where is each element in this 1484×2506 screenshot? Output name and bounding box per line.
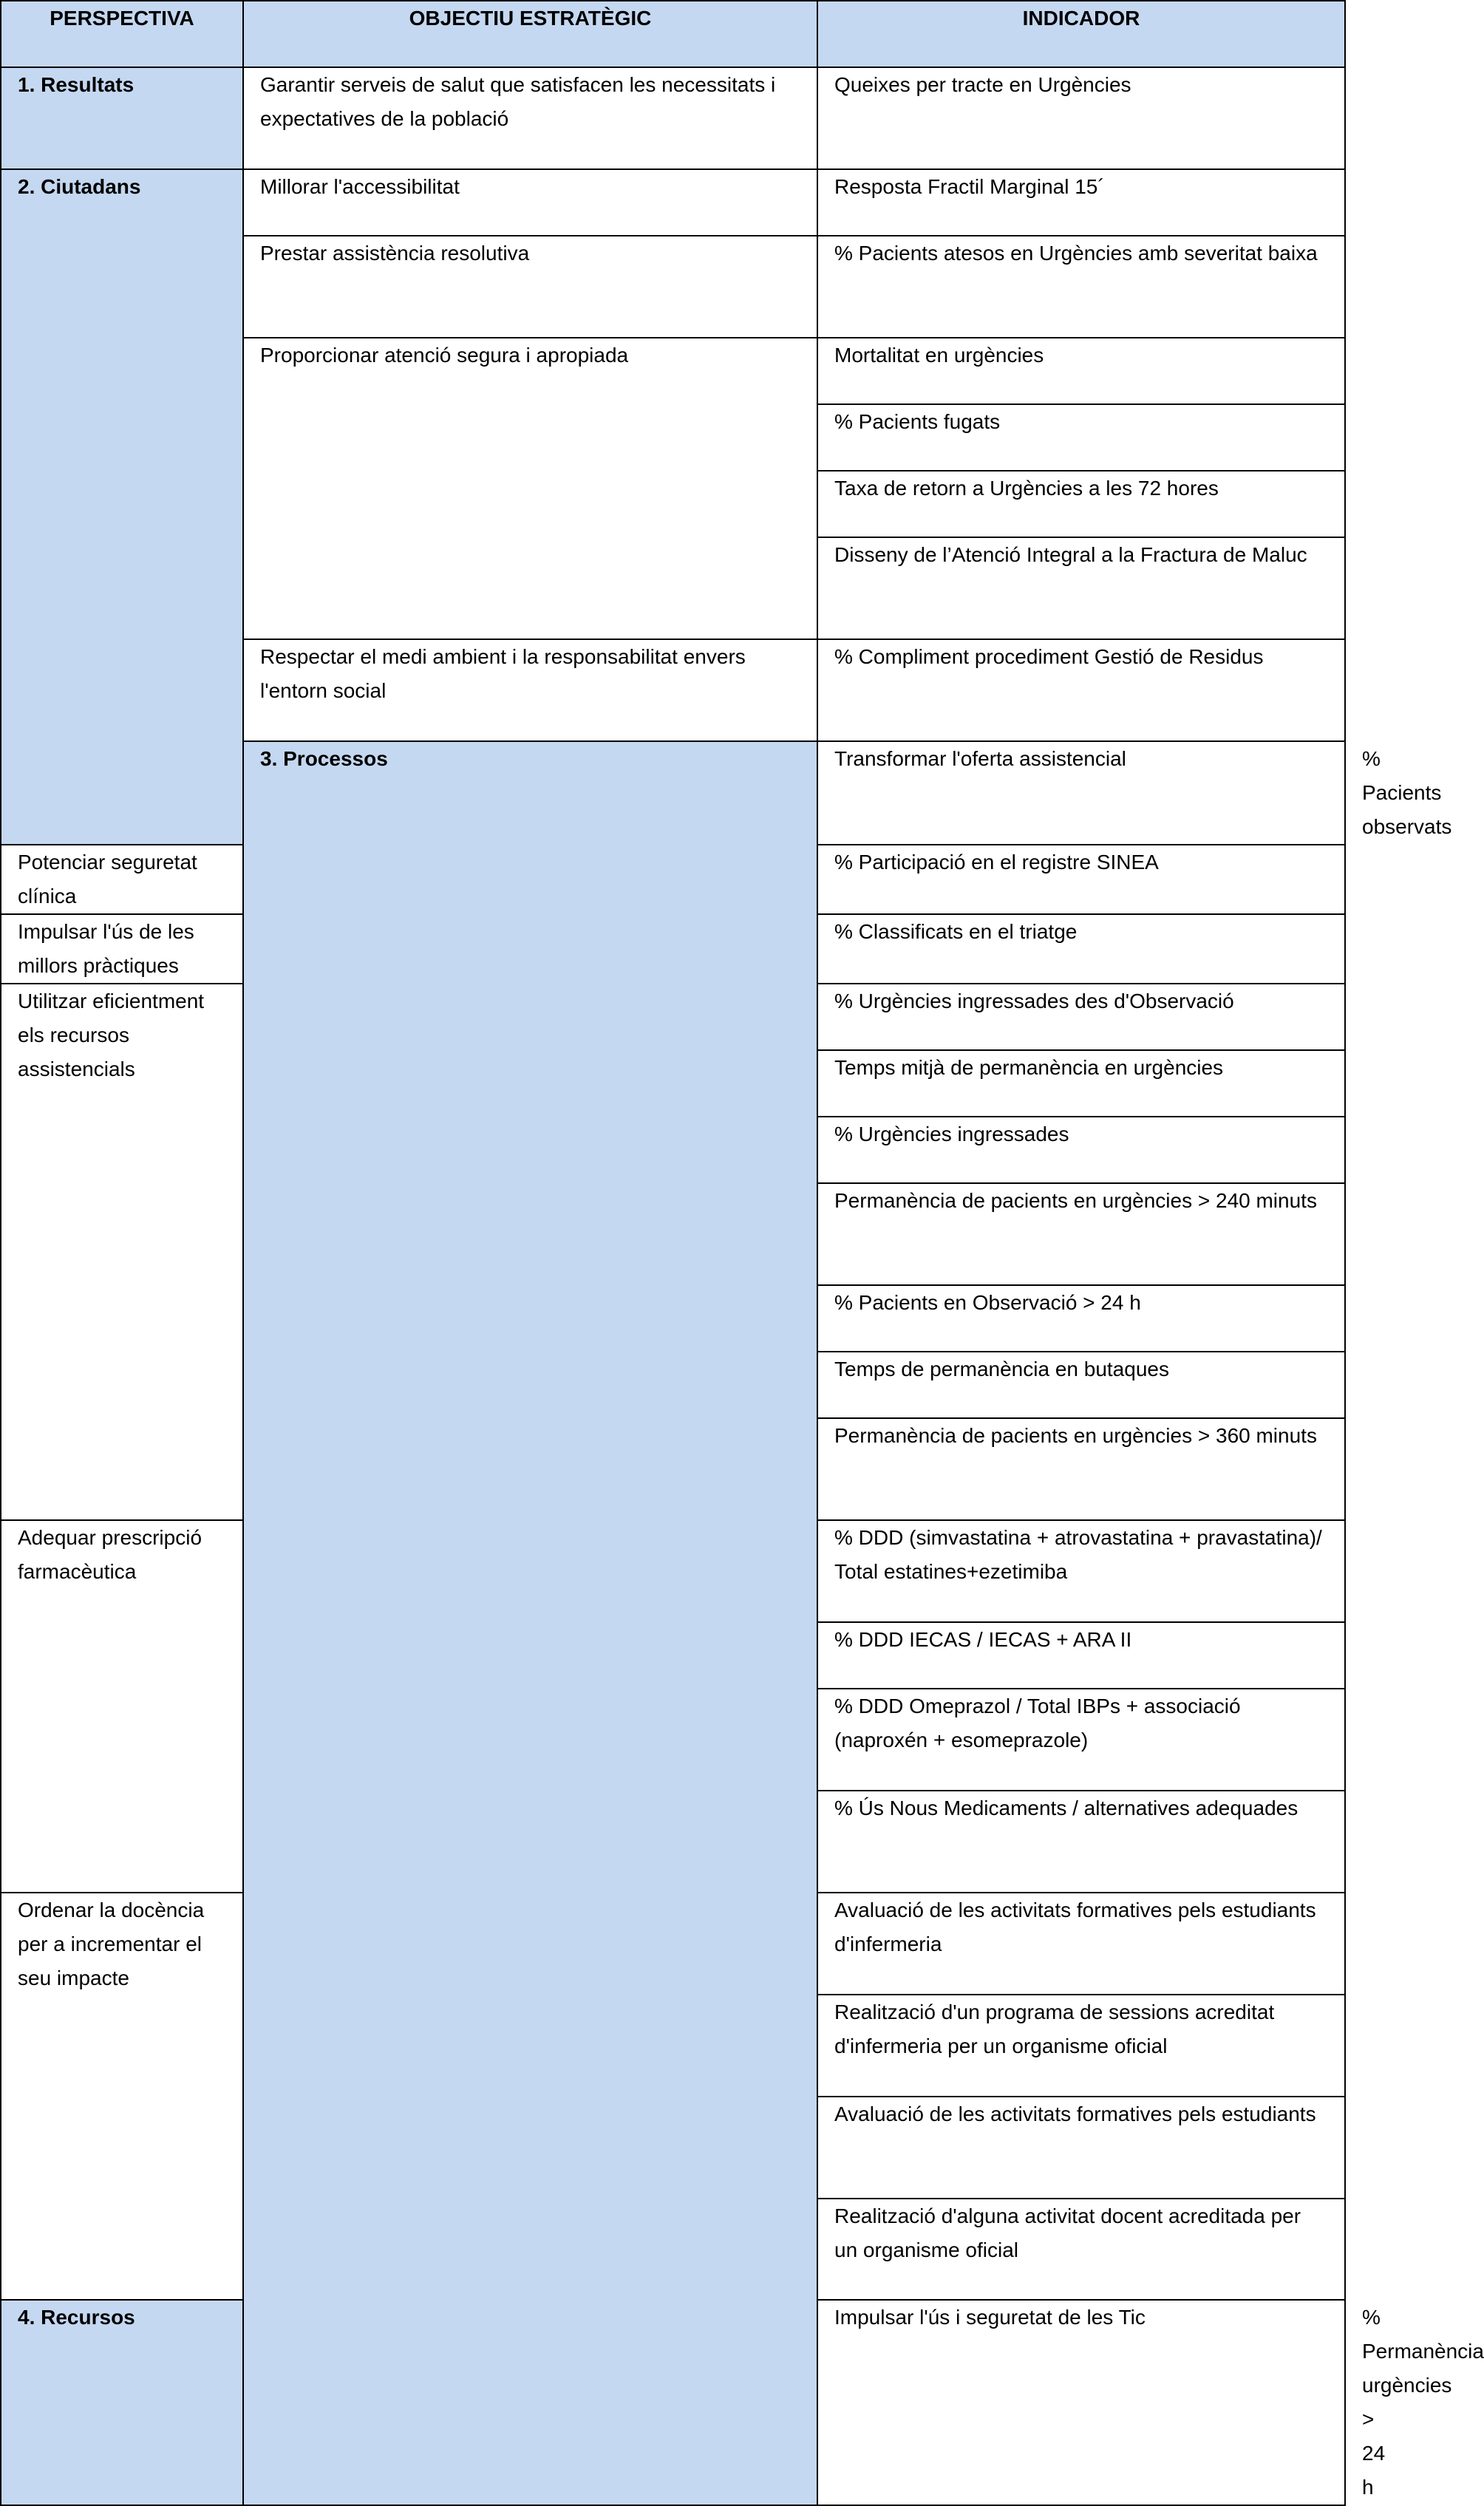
indicator-cell: Permanència de pacients en urgències > 240 minuts (817, 1183, 1345, 1285)
indicator-cell: % Classificats en el triatge (817, 914, 1345, 984)
perspective-cell: 4. Recursos (1, 2300, 243, 2505)
indicator-cell: Temps mitjà de permanència en urgències (817, 1050, 1345, 1117)
objective-cell: Millorar l'accessibilitat (243, 169, 817, 236)
indicator-cell: Queixes per tracte en Urgències (817, 67, 1345, 169)
indicator-cell: % Participació en el registre SINEA (817, 845, 1345, 914)
objective-cell: Utilitzar eficientment els recursos assistencials (1, 984, 243, 1520)
objective-cell: Proporcionar atenció segura i apropiada (243, 338, 817, 639)
objective-cell: Transformar l'oferta assistencial (817, 741, 1345, 845)
table-row (1, 169, 1345, 236)
perspective-cell: 2. Ciutadans (1, 169, 243, 845)
table-row (1, 67, 1345, 169)
indicator-cell: Mortalitat en urgències (817, 338, 1345, 404)
indicator-cell: Realització d'un programa de sessions acreditat d'infermeria per un organisme oficial (817, 1995, 1345, 2097)
header-indicator: INDICADOR (817, 1, 1345, 67)
indicator-cell: Taxa de retorn a Urgències a les 72 hores (817, 471, 1345, 537)
indicator-cell: Disseny de l’Atenció Integral a la Fractura de Maluc (817, 537, 1345, 639)
indicator-cell: % DDD IECAS / IECAS + ARA II (817, 1622, 1345, 1689)
header-objective: OBJECTIU ESTRATÈGIC (243, 1, 817, 67)
table-row: 3. Processos Transformar l'oferta assistencial % Pacients observats (1, 741, 1345, 845)
indicator-cell: % Pacients en Observació > 24 h (817, 1285, 1345, 1352)
indicator-cell: % DDD Omeprazol / Total IBPs + associació (naproxén + esomeprazole) (817, 1689, 1345, 1791)
indicator-cell: % Pacients fugats (817, 404, 1345, 471)
perspective-cell: 1. Resultats (1, 67, 243, 169)
indicator-cell: % Compliment procediment Gestió de Residus (817, 639, 1345, 741)
indicator-cell: Avaluació de les activitats formatives pels estudiants d'infermeria (817, 1893, 1345, 1995)
objective-cell: Impulsar l'ús de les millors pràctiques (1, 914, 243, 984)
table-header-row (1, 1, 1345, 67)
objective-cell: Garantir serveis de salut que satisfacen les necessitats i expectatives de la població (243, 67, 817, 169)
objective-cell: Potenciar seguretat clínica (1, 845, 243, 914)
indicator-cell: % Urgències ingressades des d'Observació (817, 984, 1345, 1050)
indicator-cell: Avaluació de les activitats formatives pels estudiants (817, 2097, 1345, 2199)
objective-cell: Ordenar la docència per a incrementar el seu impacte (1, 1893, 243, 2300)
indicator-cell: % Urgències ingressades (817, 1117, 1345, 1183)
table-row: 4. Recursos Impulsar l'ús i seguretat de les Tic % Permanència urgències > 24 h (1, 2300, 1345, 2505)
indicator-cell: Temps de permanència en butaques (817, 1352, 1345, 1418)
objective-cell: Adequar prescripció farmacèutica (1, 1520, 243, 1893)
objective-cell: Prestar assistència resolutiva (243, 236, 817, 338)
header-perspective: PERSPECTIVA (1, 1, 243, 67)
indicator-cell: % Ús Nous Medicaments / alternatives adequades (817, 1791, 1345, 1893)
indicator-cell: Resposta Fractil Marginal 15´ (817, 169, 1345, 236)
objective-cell: Impulsar l'ús i seguretat de les Tic (817, 2300, 1345, 2505)
objective-cell: Respectar el medi ambient i la responsabilitat envers l'entorn social (243, 639, 817, 741)
perspective-cell: 3. Processos (243, 741, 817, 2505)
indicator-cell: % Pacients atesos en Urgències amb severitat baixa (817, 236, 1345, 338)
indicator-cell: % DDD (simvastatina + atrovastatina + pravastatina)/ Total estatines+ezetimiba (817, 1520, 1345, 1622)
indicator-cell: Permanència de pacients en urgències > 360 minuts (817, 1418, 1345, 1520)
indicator-cell: Realització d'alguna activitat docent acreditada per un organisme oficial (817, 2199, 1345, 2300)
